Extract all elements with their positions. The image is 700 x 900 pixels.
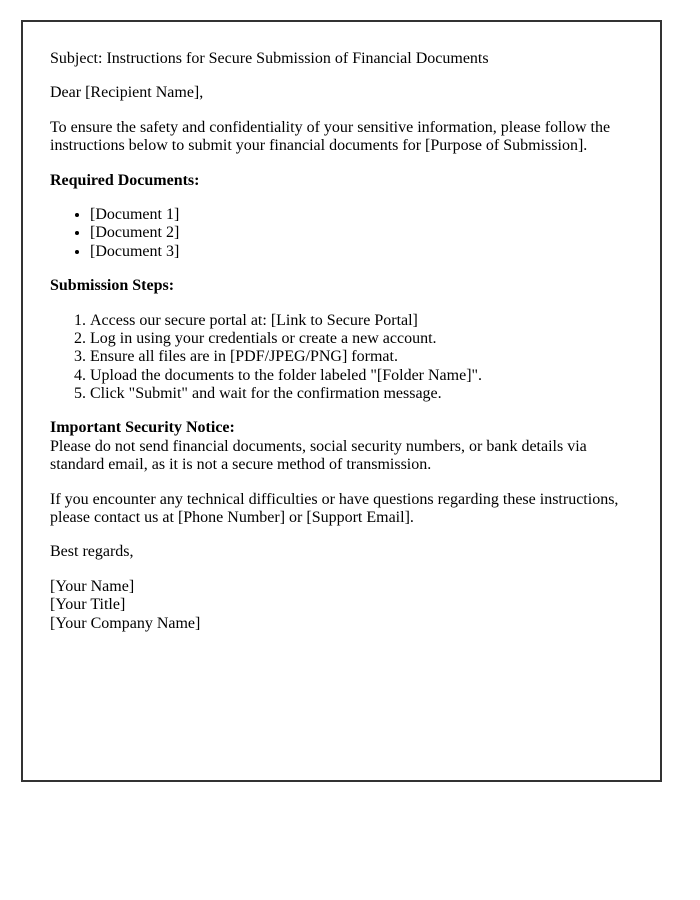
signature-company: [Your Company Name] xyxy=(50,614,201,632)
security-notice-body: Please do not send financial documents, social security numbers, or bank details via standard email, as it is not a secure method of transmission. xyxy=(50,437,587,474)
list-item: 5. Click "Submit" and wait for the confirmation message. xyxy=(90,385,633,403)
list-item: 2. Log in using your credentials or create a new account. xyxy=(90,330,633,348)
list-item: • [Document 1] xyxy=(90,206,633,224)
security-notice xyxy=(50,419,633,474)
email-template-document xyxy=(21,20,662,782)
list-item: • [Document 3] xyxy=(90,243,633,261)
list-item: 1. Access our secure portal at: [Link to Secure Portal] xyxy=(90,312,633,330)
required-documents-heading xyxy=(50,172,633,190)
submission-steps-heading xyxy=(50,277,633,295)
security-notice-heading: Important Security Notice: xyxy=(50,419,235,437)
submission-steps-list xyxy=(50,312,633,404)
intro-paragraph: To ensure the safety and confidentiality of your sensitive information, please follow the instructions below to submit your financial documents for [Purpose of Submission]. xyxy=(50,118,611,155)
list-item: 3. Ensure all files are in [PDF/JPEG/PNG] format. xyxy=(90,348,633,366)
closing: Best regards, xyxy=(50,543,134,561)
required-documents-heading-text: Required Documents: xyxy=(50,171,200,189)
list-item: 4. Upload the documents to the folder labeled "[Folder Name]". xyxy=(90,367,633,385)
subject-line: Subject: Instructions for Secure Submission of Financial Documents xyxy=(50,50,489,67)
list-item: • [Document 2] xyxy=(90,224,633,242)
required-documents-list xyxy=(50,206,633,261)
greeting: Dear [Recipient Name], xyxy=(50,84,204,102)
signature-block xyxy=(50,578,633,633)
submission-steps-heading-text: Submission Steps: xyxy=(50,277,175,295)
signature-title: [Your Title] xyxy=(50,596,126,614)
support-paragraph: If you encounter any technical difficulties or have questions regarding these instructions, please contact us at [Phone Number] or [Support Email]. xyxy=(50,490,619,527)
signature-name: [Your Name] xyxy=(50,577,135,595)
